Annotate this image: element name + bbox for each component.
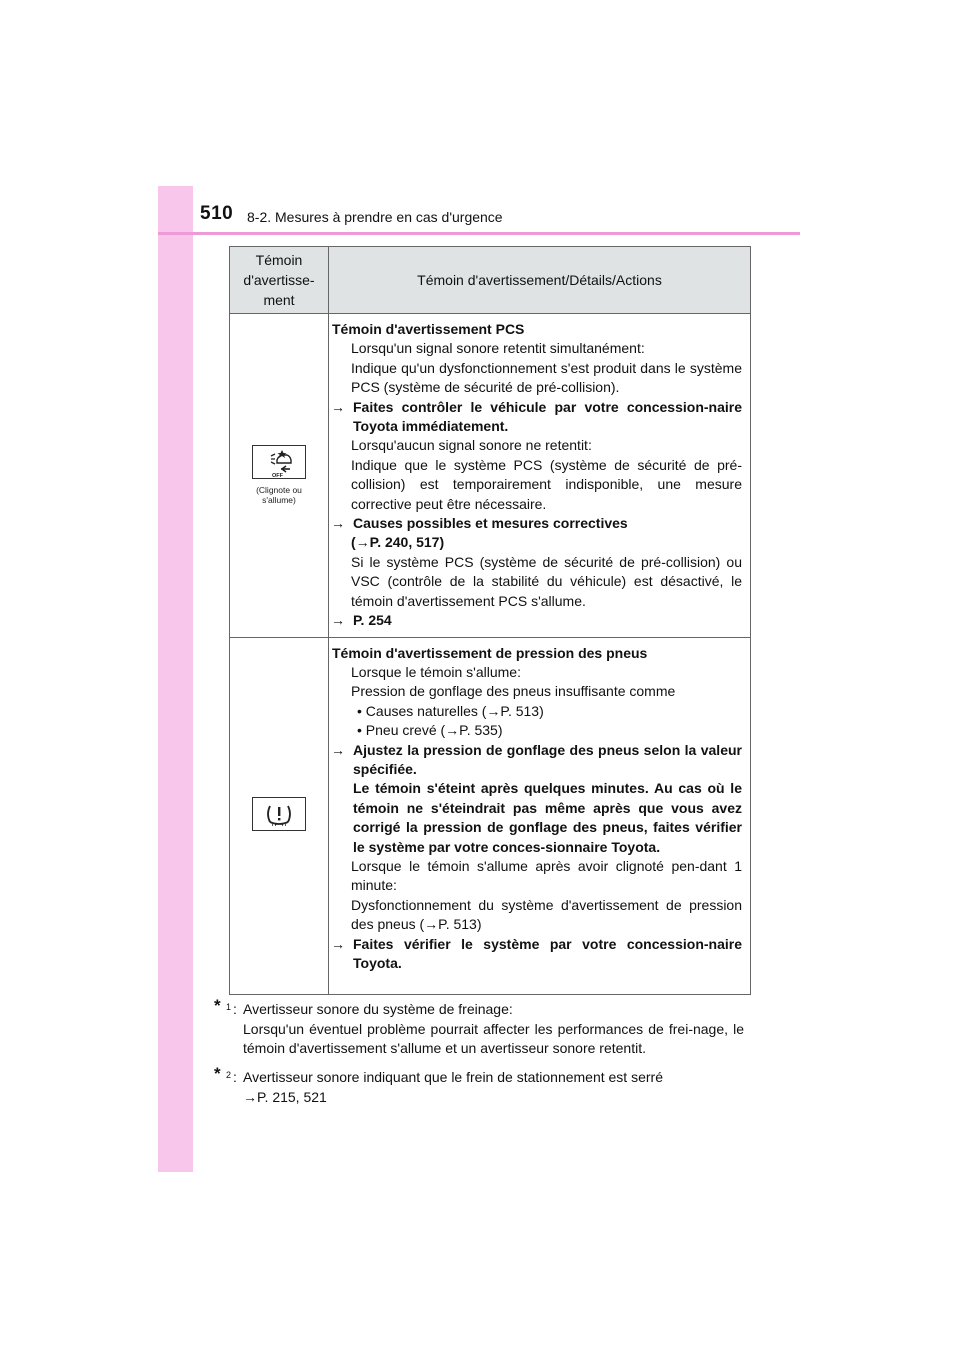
condition-text: Lorsque le témoin s'allume après avoir clignoté pen-dant 1 minute:: [351, 857, 742, 894]
action-item: [329, 514, 742, 533]
condition-text: Lorsqu'un signal sonore retentit simultanément:: [351, 340, 645, 357]
caption-line: (Clignote ou: [256, 485, 302, 496]
description-text: Indique que le système PCS (système de sécurité de pré-collision) est temporairement indisponible, une mesure corrective peut être nécessaire.: [351, 456, 742, 512]
footnote-colon: :: [233, 1001, 237, 1017]
warning-lights-table: [229, 246, 751, 995]
footnote-mark: *: [214, 1064, 221, 1083]
footnote-body: [243, 1000, 744, 1059]
pcs-off-warning-icon: [252, 445, 306, 479]
section-title: 8-2. Mesures à prendre en cas d'urgence: [247, 209, 503, 225]
footnote-colon: :: [233, 1069, 237, 1085]
table-row: [230, 314, 751, 638]
action-text: Ajustez la pression de gonflage des pneus selon la valeur spécifiée.: [353, 741, 742, 777]
table-header-row: [230, 247, 751, 314]
description-text: Si le système PCS (système de sécurité de pré-collision) ou VSC (contrôle de la stabilité du véhicule) est désactivé, le témoin d'avertissement PCS s'allume.: [351, 553, 742, 609]
table-row: [230, 637, 751, 994]
icon-off-text: OFF: [272, 473, 283, 479]
row-title: Témoin d'avertissement PCS: [332, 321, 525, 337]
footnote-line: Avertisseur sonore indiquant que le frein de stationnement est serré: [243, 1069, 663, 1085]
bullet-item: • Causes naturelles (→P. 513): [357, 702, 544, 719]
footnote-line: Lorsqu'un éventuel problème pourrait affecter les performances de frei-nage, le témoin d'avertissement s'allume et un avertisseur sonore retentit.: [243, 1020, 744, 1056]
col-header-line: d'avertisse-: [243, 272, 315, 288]
details-cell: [329, 637, 751, 994]
action-item: [329, 741, 742, 780]
icon-cell: [230, 314, 329, 638]
col-header-line: ment: [263, 292, 295, 308]
footnote-2: [214, 1064, 744, 1107]
arrow-icon: →: [331, 741, 345, 758]
bullet-item: • Pneu crevé (→P. 535): [357, 722, 503, 739]
icon-caption: [230, 485, 328, 505]
action-detail: Le témoin s'éteint après quelques minutes. Au cas où le témoin ne s'éteindrait pas même après que vous avez corrigé la pression de gonflage des pneus, faites vérifier le système par votre conces-sionnaire Toyota.: [353, 780, 742, 855]
footnote-number: 2: [226, 1070, 232, 1080]
description-text: Indique qu'un dysfonctionnement s'est produit dans le système PCS (système de sécurité de pré-collision).: [351, 359, 742, 396]
page-number: 510: [200, 203, 234, 224]
details-cell: [329, 314, 751, 638]
footnote-body: [243, 1068, 744, 1107]
header-rule: [158, 232, 800, 235]
footnote-line: Avertisseur sonore du système de freinage:: [243, 1001, 513, 1017]
page-reference: (→P. 240, 517): [351, 534, 445, 551]
description-text: Pression de gonflage des pneus insuffisante comme: [351, 683, 676, 700]
condition-text: Lorsque le témoin s'allume:: [351, 663, 521, 680]
col-header-line: Témoin: [255, 252, 303, 268]
action-text: Faites contrôler le véhicule par votre concession-naire Toyota immédiatement.: [353, 398, 742, 435]
page-reference: P. 254: [353, 612, 392, 629]
icon-cell: [230, 637, 329, 994]
footnote-1: [214, 996, 744, 1059]
col-header-light: [230, 247, 329, 314]
arrow-icon: →: [331, 515, 345, 532]
action-item: [329, 935, 742, 974]
description-text: Dysfonctionnement du système d'avertissement de pression des pneus (→P. 513): [351, 896, 742, 933]
row-title: Témoin d'avertissement de pression des pneus: [332, 644, 648, 661]
chapter-side-tab: [158, 186, 193, 1172]
action-text: Faites vérifier le système par votre concession-naire Toyota.: [353, 935, 742, 971]
action-item: [329, 611, 742, 630]
arrow-icon: →: [331, 612, 345, 629]
footnote-number: 1: [226, 1002, 232, 1012]
action-item: [329, 398, 742, 437]
condition-text: Lorsqu'aucun signal sonore ne retentit:: [351, 437, 592, 454]
footnote-line: →P. 215, 521: [243, 1088, 327, 1105]
col-header-details: Témoin d'avertissement/Détails/Actions: [329, 247, 751, 314]
tire-pressure-warning-icon: [252, 797, 306, 831]
action-text: Causes possibles et mesures correctives: [353, 515, 628, 532]
footnote-mark: *: [214, 996, 221, 1015]
arrow-icon: →: [331, 935, 345, 952]
arrow-icon: →: [331, 398, 345, 415]
caption-line: s'allume): [262, 495, 296, 506]
